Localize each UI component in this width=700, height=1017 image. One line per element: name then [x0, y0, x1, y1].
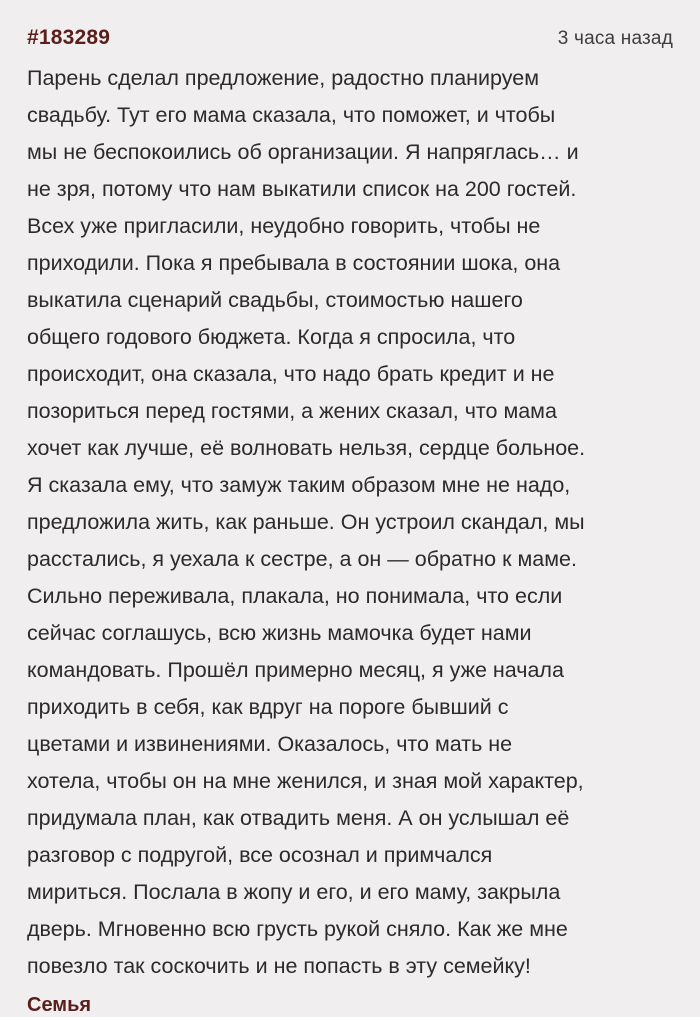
- story-line: Всех уже пригласили, неудобно говорить, чтобы не: [27, 214, 541, 238]
- story-line: выкатила сценарий свадьбы, стоимостью нашего: [27, 288, 523, 312]
- story-timestamp: 3 часа назад: [557, 28, 673, 49]
- story-text: [27, 60, 673, 985]
- story-id[interactable]: #183289: [27, 26, 111, 49]
- story-line: свадьбу. Тут его мама сказала, что поможет, и чтобы: [27, 103, 556, 127]
- story-line: Парень сделал предложение, радостно планируем: [27, 66, 540, 90]
- story-line: не зря, потому что нам выкатили список на 200 гостей.: [27, 177, 577, 201]
- story-line: разговор с подругой, все осознал и примчался: [27, 843, 493, 867]
- story-line: расстались, я уехала к сестре, а он — обратно к маме.: [27, 547, 577, 571]
- story-line: повезло так соскочить и не попасть в эту семейку!: [27, 954, 531, 978]
- story-line: приходить в себя, как вдруг на пороге бывший с: [27, 695, 509, 719]
- story-header: [27, 26, 673, 56]
- story-line: сейчас соглашусь, всю жизнь мамочка будет нами: [27, 621, 532, 645]
- story-line: приходили. Пока я пребывала в состоянии шока, она: [27, 251, 561, 275]
- story-line: мириться. Послала в жопу и его, и его маму, закрыла: [27, 880, 561, 904]
- story-line: хочет как лучше, её волновать нельзя, сердце больное.: [27, 436, 586, 460]
- story-line: цветами и извинениями. Оказалось, что мать не: [27, 732, 513, 756]
- story-line: хотела, чтобы он на мне женился, и зная мой характер,: [27, 769, 584, 793]
- story-line: дверь. Мгновенно всю грусть рукой сняло. Как же мне: [27, 917, 568, 941]
- story-line: мы не беспокоились об организации. Я напряглась… и: [27, 140, 579, 164]
- story-line: Я сказала ему, что замуж таким образом мне не надо,: [27, 473, 571, 497]
- story-line: придумала план, как отвадить меня. А он услышал её: [27, 806, 570, 830]
- story-line: позориться перед гостями, а жених сказал, что мама: [27, 399, 557, 423]
- story-line: общего годового бюджета. Когда я спросила, что: [27, 325, 516, 349]
- story-line: командовать. Прошёл примерно месяц, я уже начала: [27, 658, 564, 682]
- story-line: происходит, она сказала, что надо брать кредит и не: [27, 362, 555, 386]
- story-line: Сильно переживала, плакала, но понимала, что если: [27, 584, 563, 608]
- story-category-link[interactable]: Семья: [27, 994, 92, 1016]
- story-line: предложила жить, как раньше. Он устроил скандал, мы: [27, 510, 585, 534]
